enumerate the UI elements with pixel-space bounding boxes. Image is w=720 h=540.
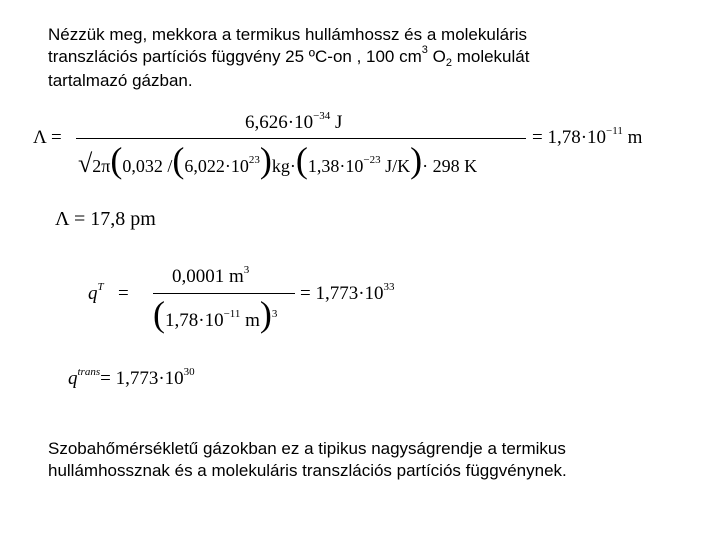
eq3-denominator: ($1,78\cdot 10^{-11}$ m)$^3$ (153, 294, 278, 334)
eq3-fraction-line (153, 293, 295, 294)
intro-line-3: tartalmazó gázban. (48, 71, 193, 90)
eq3-rhs: = $1,773\cdot 10^{33}$ (300, 281, 395, 304)
eq1-rhs: = $1,78\cdot 10^{-11}$ m (532, 125, 643, 148)
intro-line-2: transzlációs partíciós függvény 25 ºC-on , 100 $cm^3$ $O_2$ molekulát (48, 44, 530, 69)
eq1-denominator: √2π(0,032 $/(6,022\cdot 10^{23})kg\cdot(1,38\cdot 10^{-23}$ J/K)· 298 K (78, 140, 478, 180)
outro-line-2: hullámhossznak és a molekuláris transzlációs partíciós függvénynek. (48, 461, 567, 480)
equation-partition-qtrans: $q^{trans}= 1,773\cdot 10^{30}$ (68, 366, 195, 389)
intro-line-1: Nézzük meg, mekkora a termikus hullámhossz és a molekuláris (48, 25, 528, 44)
equation-wavelength-pm: Λ = 17,8 pm (55, 208, 156, 230)
eq3-lhs: $q^T$ (88, 281, 104, 304)
eq3-equals: = (118, 283, 129, 304)
eq1-numerator: $6,626\cdot 10^{-34}$ J (245, 110, 343, 133)
outro-line-1: Szobahőmérsékletű gázokban ez a tipikus nagyságrendje a termikus (48, 439, 566, 458)
eq1-lhs: Λ = (33, 127, 62, 148)
outro-paragraph (48, 438, 688, 482)
eq3-numerator: 0,0001 $m^3$ (172, 264, 250, 287)
sqrt-icon: √ (78, 149, 93, 178)
intro-paragraph (48, 24, 688, 92)
